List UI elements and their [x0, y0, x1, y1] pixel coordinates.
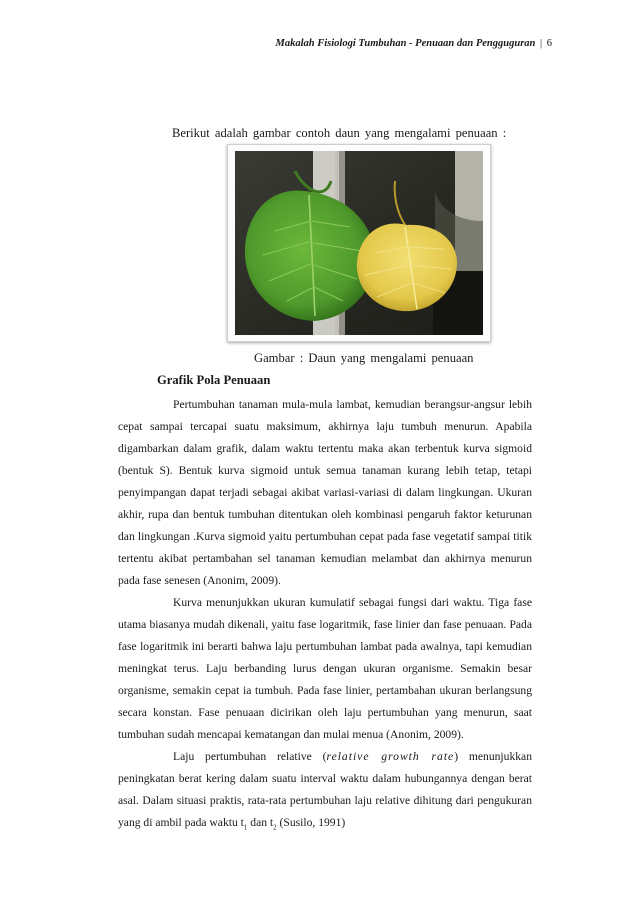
p3-subscript-1: 1	[243, 823, 248, 832]
body-text	[118, 394, 532, 838]
leaf-photo-illustration	[235, 151, 483, 335]
leaf-photo	[227, 144, 491, 342]
figure-caption: Gambar : Daun yang mengalami penuaan	[254, 351, 474, 365]
header-separator: |	[540, 38, 543, 49]
p3-middle: ) menunjukkan peningkatan berat kering dalam suatu interval waktu dalam hubungannya dengan berat asal. Dalam situasi praktis, rata-rata pertumbuhan laju relative dihitung dari pengukuran yang di ambil pada waktu t	[118, 750, 532, 829]
p3-after: (Susilo, 1991)	[276, 816, 346, 829]
header-title: Makalah Fisiologi Tumbuhan - Penuaan dan Pengguguran	[275, 38, 536, 49]
p3-subscript-2: 2	[273, 823, 277, 832]
page-header	[0, 38, 552, 49]
page-number: 6	[546, 38, 552, 49]
p3-emphasis: relative growth rate	[326, 750, 455, 763]
paragraph-2: Kurva menunjukkan ukuran kumulatif sebagai fungsi dari waktu. Tiga fase utama biasanya mudah dikenali, yaitu fase logaritmik, fase linier dan fase penuaan. Pada fase logaritmik ini berarti bahwa laju pertumbuhan lambat pada awalnya, tapi kemudian meningkat terus. Laju berbanding lurus dengan ukuran organisme. Semakin besar organisme, semakin cepat ia tumbuh. Pada fase linier, pertambahan ukuran berlangsung secara konstan. Fase penuaan dicirikan oleh laju pertumbuhan yang menurun, saat tumbuhan sudah mencapai kematangan dan mulai menua (Anonim, 2009).	[118, 596, 532, 741]
section-heading: Grafik Pola Penuaan	[157, 373, 271, 387]
p3-and: dan t	[247, 816, 274, 829]
paragraph-3	[118, 746, 532, 838]
paragraph-1: Pertumbuhan tanaman mula-mula lambat, kemudian berangsur-angsur lebih cepat sampai tercapai suatu maksimum, akhirnya laju tumbuh menurun. Apabila digambarkan dalam grafik, dalam waktu tertentu maka akan terbentuk kurva sigmoid (bentuk S). Bentuk kurva sigmoid untuk semua tanaman kurang lebih tetap, tetapi penyimpangan dapat terjadi sebagai akibat variasi-variasi di dalam lingkungan. Ukuran akhir, rupa dan bentuk tumbuhan ditentukan oleh kombinasi pengaruh faktor keturunan dan lingkungan .Kurva sigmoid yaitu pertumbuhan cepat pada fase vegetatif sampai titik tertentu akibat pertambahan sel tanaman kemudian melambat dan akhirnya menurun pada fase senesen (Anonim, 2009).	[118, 398, 532, 587]
p3-before: Laju pertumbuhan relative (	[173, 750, 327, 763]
intro-text: Berikut adalah gambar contoh daun yang mengalami penuaan :	[172, 126, 507, 140]
